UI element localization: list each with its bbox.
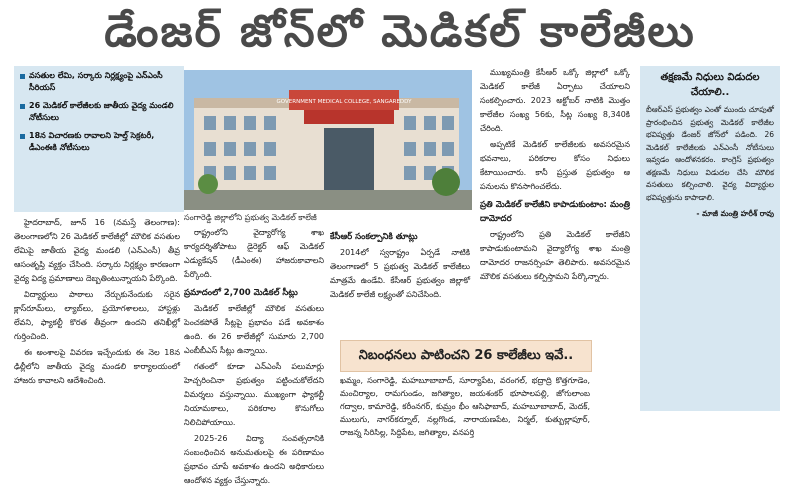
paragraph: రాష్ట్రంలోని ప్రతి మెడికల్ కాలేజీని కాపాడుకుంటామని వైద్యారోగ్య శాఖ మంత్రి దామోదర రాజనర్సింహ తెలిపారు. అవసరమైన మౌలిక వసతులు కల్పిస్తామని పేర్కొన్నారు. [480,230,630,281]
paragraph: హైదరాబాద్, జూన్ 16 (నమస్తే తెలంగాణ): తెలంగాణలోని 26 మెడికల్ కాలేజీల్లో మౌలిక వసతుల లేమిపై జాతీయ వైద్య మండలి (ఎన్‌ఎంసీ) తీవ్ర ఆసంతృప్తి వ్యక్తం చేసింది. సర్కారు నిర్లక్ష్యం కారణంగా వైద్య విద్య ప్రమాణాలు దెబ్బతింటున్నాయని పేర్కొంది. [14,218,180,283]
article-column-2 [184,226,324,485]
article-column-1 [14,216,180,421]
article-column-2b [330,226,470,336]
section-subhead: ప్రమాదంలో 2,700 మెడికల్ సీట్లు [184,288,298,298]
highlight-item: 26 మెడికల్ కాలేజీలకు జాతీయ వైద్య మండలి నోటీసులు [20,100,178,124]
paragraph: 2025-26 విద్యా సంవత్సరానికి సంబంధించిన అనుమతులపై ఈ పరిణామం ప్రభావం చూపే అవకాశం ఉందని అధికారులు ఆందోళన వ్యక్తం చేస్తున్నారు. [184,434,324,485]
photo-caption: సంగారెడ్డి జిల్లాలోని ప్రభుత్వ మెడికల్ కాలేజీ [184,213,317,222]
sidebar-signature: - మాజీ మంత్రి హరీశ్ రావు [696,209,774,218]
college-building-illustration [184,70,472,210]
paragraph: మెడికల్ కాలేజీల్లో మౌలిక వసతులు పెంచకపోతే సీట్లపై ప్రభావం పడే అవకాశం ఉంది. ఈ 26 కాలేజీల్లో సుమారు 2,700 ఎంబీబీఎస్ సీట్లు ఉన్నాయి. [184,304,324,355]
article-column-3 [480,66,630,336]
paragraph: అప్పటికే మెడికల్ కాలేజీలకు అవసరమైన భవనాలు, పరికరాల కోసం నిధులు కేటాయించారు. కానీ ప్రస్తుత ప్రభుత్వం ఆ పనులను కొనసాగించలేదు. [480,140,630,191]
paragraph: రాష్ట్రంలోని వైద్యారోగ్య శాఖ కార్యదర్శితోపాటు డైరెక్టర్ ఆఫ్ మెడికల్ ఎడ్యుకేషన్ (డీఎంఈ) హాజరుకావాలని పేర్కొంది. [184,228,324,279]
highlights-box [14,66,184,212]
bullet-icon [20,74,25,79]
bullet-icon [20,104,25,109]
highlight-item: వసతుల లేమి, సర్కారు నిర్లక్ష్యంపై ఎన్‌ఎంసీ సీరియస్ [20,70,178,94]
highlight-item: 18న విచారణకు రావాలని హెల్త్ సెక్రటరీ, డీఎంఈకి నోటీసులు [20,130,178,154]
sidebar-title: తక్షణమే నిధులు విడుదల చేయాలి.. [660,72,760,98]
paragraph: 2014లో స్వరాష్ట్రం ఏర్పడే నాటికి తెలంగాణలో 5 ప్రభుత్వ మెడికల్ కాలేజీలు మాత్రమే ఉండేవి. కేసీఆర్ ప్రభుత్వం జిల్లాకో మెడికల్ కాలేజీ లక్ష్యంతో పనిచేసింది. [330,248,470,299]
colleges-list: ఖమ్మం, సంగారెడ్డి, మహబూబాబాద్, సూర్యాపేట, వరంగల్, భద్రాద్రి కొత్తగూడెం, మంచిర్యాల, రామగుండం, జగిత్యాల, జయశంకర్ భూపాలపల్లి, జోగులాంబ గద్వాల, కామారెడ్డి, కరీంనగర్, కుమ్రం భీం ఆసిఫాబాద్, మహబూబాబాద్, మెదక్, ములుగు, నాగర్‌కర్నూల్, నల్లగొండ, నారాయణపేట, నిర్మల్, కుత్బుల్లాపూర్, రాజన్న సిరిసిల్ల, సిద్దిపేట, జగిత్యాల, వనపర్తి [340,376,590,437]
section-subhead: ప్రతి మెడికల్ కాలేజీని కాపాడుకుంటాం: మంత్రి దామోదర [480,200,630,224]
paragraph: ఈ అంశాలపై వివరణ ఇచ్చేందుకు ఈ నెల 18న ఢిల్లీలోని జాతీయ వైద్య మండలి కార్యాలయంలో హాజరు కావాలని ఆదేశించింది. [14,348,180,385]
paragraph: విద్యార్థులు పాఠాలు నేర్చుకునేందుకు సరైన క్లాస్‌రూమ్‌లు, ల్యాబ్‌లు, ప్రయోగశాలలు, హాస్టళ్లు లేవని, ఫ్యాకల్టీ కొరత తీవ్రంగా ఉందని తనిఖీల్లో గుర్తించింది. [14,290,180,341]
svg-text:GOVERNMENT MEDICAL COLLEGE, SA: GOVERNMENT MEDICAL COLLEGE, SANGAREDDY [276,99,412,105]
section-subhead: కేసీఆర్ సంకల్పానికి తూట్లు [330,232,418,242]
paragraph: ముఖ్యమంత్రి కేసీఆర్ ఒక్కో జిల్లాలో ఒక్కో మెడికల్ కాలేజీ ఏర్పాటు చేయాలని సంకల్పించారు. 2023 అక్టోబర్ నాటికి మొత్తం కాలేజీల సంఖ్య 56కు, సీట్ల సంఖ్య 8,340కి చేరింది. [480,68,630,133]
sidebar-quote-box [640,66,780,411]
bullet-icon [20,134,25,139]
headline: డేంజర్ జోన్‌లో మెడికల్ కాలేజీలు [104,6,696,57]
college-photo [184,70,472,210]
sidebar-body: బీఆర్‌ఎస్ ప్రభుత్వం ఎంతో ముందు చూపుతో ప్రారంభించిన ప్రభుత్వ మెడికల్ కాలేజీల భవిష్యత్తు డేంజర్ జోన్‌లో పడింది. 26 మెడికల్ కాలేజీలకు ఎన్‌ఎంసీ నోటీసులు ఇవ్వడం ఆందోళనకరం. కాంగ్రెస్ ప్రభుత్వం తక్షణమే నిధులు విడుదల చేసి మౌలిక వసతులు కల్పించాలి. వైద్య విద్యార్థుల భవిష్యత్తును కాపాడాలి. [646,105,774,202]
paragraph: గతంలో కూడా ఎన్‌ఎంసీ పలుమార్లు హెచ్చరించినా ప్రభుత్వం పట్టించుకోలేదని విమర్శలు వస్తున్నాయి. ముఖ్యంగా ఫ్యాకల్టీ నియామకాలు, పరికరాల కొనుగోలు నిలిచిపోయాయి. [184,362,324,427]
colleges-list-heading: నిబంధనలు పాటించని 26 కాలేజీలు ఇవే.. [340,340,592,372]
